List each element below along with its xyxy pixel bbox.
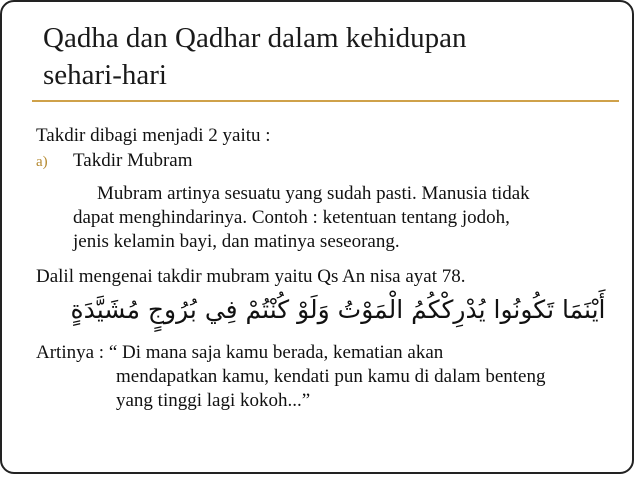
description-line-3: jenis kelamin bayi, dan matinya seseorang. [73, 231, 400, 252]
slide-title-box [43, 20, 603, 90]
list-marker: a) [36, 154, 48, 170]
arabic-verse: أَيْنَمَا تَكُونُوا يُدْرِكْكُمُ الْمَوْتُ وَلَوْ كُنْتُمْ فِي بُرُوجٍ مُشَيَّدَةٍ [70, 295, 606, 324]
translation-block [36, 341, 616, 413]
slide-title: Qadha dan Qadhar dalam kehidupan sehari-hari [43, 22, 467, 91]
list-item-label: Takdir Mubram [73, 150, 193, 171]
intro-text: Takdir dibagi menjadi 2 yaitu : [36, 125, 271, 146]
translation-line-2: mendapatkan kamu, kendati pun kamu di dalam benteng [116, 366, 546, 387]
list-item-takdir-mubram [36, 149, 193, 174]
title-divider [32, 100, 619, 102]
dalil-text: Dalil mengenai takdir mubram yaitu Qs An nisa ayat 78. [36, 266, 466, 287]
translation-line-1: Artinya : “ Di mana saja kamu berada, kematian akan [36, 342, 444, 363]
description-line-2: dapat menghindarinya. Contoh : ketentuan tentang jodoh, [73, 207, 510, 228]
description-line-1: Mubram artinya sesuatu yang sudah pasti. Manusia tidak [97, 183, 530, 204]
translation-line-3: yang tinggi lagi kokoh...” [116, 390, 311, 411]
mubram-description [73, 182, 613, 254]
